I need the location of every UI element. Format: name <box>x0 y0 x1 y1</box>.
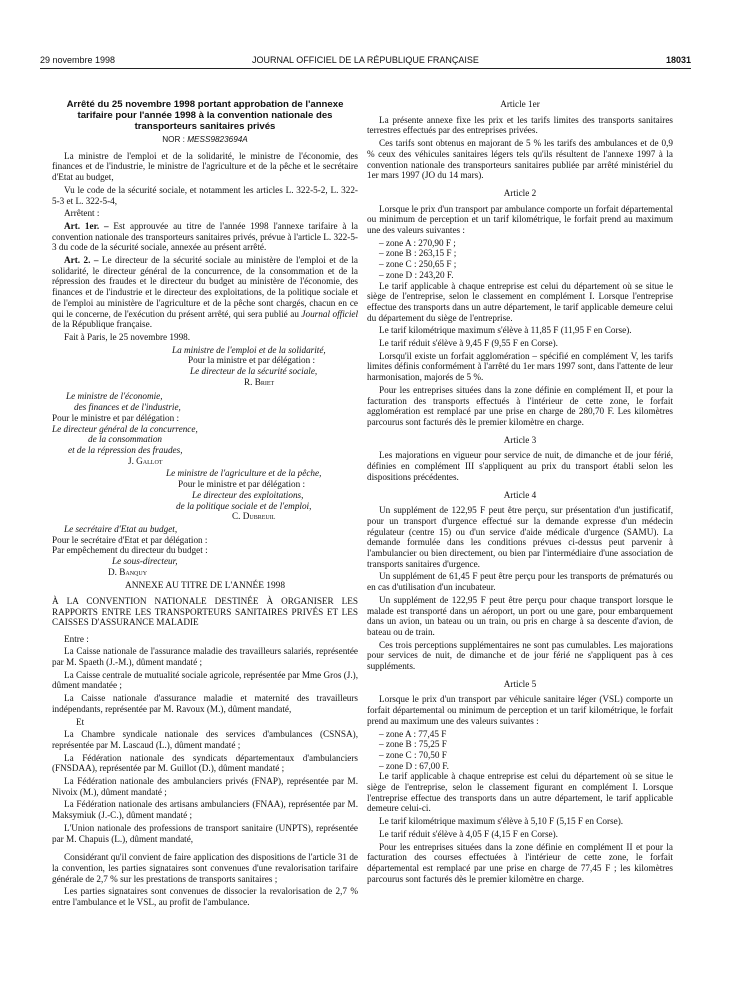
decree-intro: La ministre de l'emploi et de la solidarité, le ministre de l'économie, des finances et de l'industrie, le ministre de l'agriculture et de la pêche et le secrétaire d'Etat au budget, <box>52 150 358 183</box>
article-2-zone-list <box>367 238 673 281</box>
decree-arretent: Arrêtent : <box>64 208 100 219</box>
signature-block-3: Le ministre de l'agriculture et de la pêche, Pour le ministre et par délégation : Le directeur des exploitations, de la politique sociale et de l'emploi, C. Dubreuil <box>166 468 322 522</box>
page-header <box>40 55 691 69</box>
annex-entre: Entre : <box>64 633 89 644</box>
list-item: – zone C : 70,50 F <box>379 749 447 760</box>
article-1-para-2: Ces tarifs sont obtenus en majorant de 5 % les tarifs des ambulances et de 0,9 % ceux des véhicules sanitaires légers tels qu'ils résultent de l'annexe 1997 à la convention nationale des transporteurs sanitaires publiée par arrêté ministériel du 1er mars 1997 (JO du 14 mars). <box>367 138 673 181</box>
article-2-heading: Article 2 <box>503 187 537 198</box>
article-4-para-1: Un supplément de 122,95 F peut être perçu, sur présentation d'un justificatif, pour un transport d'urgence effectué sur la demande expresse d'un médecin régulateur (centre 15) ou d'un service d'aide médicale d'urgence (SAMU). La demande formulée dans les conditions prévues ci-dessus peut parvenir à l'ambulancier ou bien directement, ou bien par l'intermédiaire d'une association de transports sanitaires d'urgence. <box>367 505 673 569</box>
article-2-para-4: Le tarif réduit s'élève à 9,45 F (9,55 F en Corse). <box>379 338 558 349</box>
annex-et: Et <box>76 716 85 727</box>
party-csnsa: La Chambre syndicale nationale des services d'ambulances (CSNSA), représentée par M. Lascaud (L.), dûment mandaté ; <box>52 729 358 750</box>
decree-article-2: Art. 2. – Le directeur de la sécurité sociale au ministère de l'emploi et de la solidarité, le directeur général de la concurrence, de la consommation et de la répression des fraudes et le directeur du budget au ministère de l'économie, des finances et de l'industrie et le directeur des exploitations, de la politique sociale et de l'emploi au ministère de l'agriculture et de la pêche sont chargés, chacun en ce qui le concerne, de l'exécution du présent arrêté, qui sera publié au Journal officiel de la République française. <box>52 255 359 330</box>
signature-block-1: La ministre de l'emploi et de la solidarité, Pour la ministre et par délégation : Le directeur de la sécurité sociale, R. Briet <box>172 344 326 387</box>
header-journal-title: JOURNAL OFFICIEL DE LA RÉPUBLIQUE FRANÇAISE <box>252 55 479 65</box>
decree-title: Arrêté du 25 novembre 1998 portant approbation de l'annexe tarifaire pour l'année 1998 à la convention nationale des transporteurs sanitaires privés <box>66 99 344 132</box>
annex-parties: Les parties signataires sont convenues de dissocier la revalorisation de 2,7 % entre l'ambulance et le VSL, au profit de l'ambulance. <box>52 886 358 908</box>
list-item: – zone D : 243,20 F. <box>379 269 454 280</box>
list-item: – zone A : 77,45 F <box>379 728 447 739</box>
article-5-heading: Article 5 <box>503 678 537 689</box>
article-2-para-1: Lorsque le prix d'un transport par ambulance comporte un forfait départemental ou minimum de perception et un tarif kilométrique, le forfait prend au maximum une des valeurs suivantes : <box>367 203 673 236</box>
left-column <box>52 99 358 910</box>
party-ccmsa: La Caisse centrale de mutualité sociale agricole, représentée par Mme Gros (J.), dûment mandatée ; <box>52 669 358 691</box>
article-2-para-2: Le tarif applicable à chaque entreprise est celui du département où se situe le siège de l'entreprise, selon le classement en complément I. Lorsque l'entreprise effectue des transports dans un autre département, le tarif applicable demeure celui du département du siège de l'entreprise. <box>367 280 673 323</box>
article-1-heading: Article 1er <box>500 99 540 109</box>
article-3-heading: Article 3 <box>503 434 537 445</box>
article-5-para-5: Pour les entreprises situées dans la zone définie en complément II et pour la facturation des courses effectuées à l'intérieur de cette zone, le forfait départemental est remplacé par une prise en charge de 77,45 F ; les kilomètres parcourus sont facturés dès le premier kilomètre en charge. <box>367 841 673 884</box>
header-rule <box>40 68 691 69</box>
party-cnam: La Caisse nationale de l'assurance maladie des travailleurs salariés, représentée par M. Spaeth (J.-M.), dûment mandaté ; <box>52 646 358 668</box>
article-4-para-3: Un supplément de 122,95 F peut être perçu pour chaque transport lorsque le malade est transporté dans un aéroport, un port ou une gare, pour embarquement dans un avion, un bateau ou un train, ou pris en charge à sa descente d'avion, de bateau ou de train. <box>367 594 673 637</box>
header-page-number: 18031 <box>665 55 691 65</box>
article-5-para-4: Le tarif réduit s'élève à 4,05 F (4,15 F en Corse). <box>379 828 558 839</box>
decree-vu: Vu le code de la sécurité sociale, et notamment les articles L. 322-5-2, L. 322-5-3 et L. 322-5-4, <box>52 184 358 206</box>
annex-considerant: Considérant qu'il convient de faire application des dispositions de l'article 31 de la convention, les parties signataires sont convenues d'une revalorisation tarifaire générale de 2,7 % sur les prestations de transports sanitaires ; <box>52 852 358 884</box>
list-item: – zone A : 270,90 F ; <box>379 237 456 248</box>
decree-article-1: Art. 1er. – Est approuvée au titre de l'année 1998 l'annexe tarifaire à la convention nationale des transporteurs sanitaires privés, prévue à l'article L. 322-5-3 du code de la sécurité sociale, annexée au présent arrêté. <box>52 220 358 253</box>
signature-block-4: Le secrétaire d'Etat au budget, Pour le secrétaire d'Etat et par délégation : Par empêchement du directeur du budget : Le sous-directeur, D. Banquy <box>52 523 208 577</box>
article-4-para-2: Un supplément de 61,45 F peut être perçu pour les transports de prématurés ou en cas d'utilisation d'un incubateur. <box>367 571 673 593</box>
annex-subtitle: À LA CONVENTION NATIONALE DESTINÉE À ORGANISER LES RAPPORTS ENTRE LES TRANSPORTEURS SANITAIRES PRIVÉS ET LES CAISSES D'ASSURANCE MALADIE <box>52 596 358 628</box>
list-item: – zone D : 67,00 F. <box>379 760 449 771</box>
article-2-para-6: Pour les entreprises situées dans la zone définie en complément II, et pour la facturation des transports effectués à l'intérieur de cette zone, le forfait agglomération est remplacé par une prise en charge de 280,70 F. Les kilomètres parcourus sont facturés dès le premier kilomètre en charge. <box>367 384 673 427</box>
list-item: – zone C : 250,65 F ; <box>379 259 457 270</box>
header-date: 29 novembre 1998 <box>40 55 116 65</box>
annex-title: ANNEXE AU TITRE DE L'ANNÉE 1998 <box>124 581 286 592</box>
article-3-para-1: Les majorations en vigueur pour service de nuit, de dimanche et de jour férié, définies en complément III s'appliquent au prix du transport établi selon les dispositions précédentes. <box>367 450 673 482</box>
decree-fait: Fait à Paris, le 25 novembre 1998. <box>64 331 191 342</box>
party-fnsdaa: La Fédération nationale des syndicats départementaux d'ambulanciers (FNSDAA), représentée par M. Guillot (D.), dûment mandaté ; <box>52 752 358 774</box>
article-5-para-2: Le tarif applicable à chaque entreprise est celui du département où se situe le siège de l'entreprise, selon le classement figurant en complément I. Lorsque l'entreprise effectue des transports dans un autre département, le tarif applicable demeure celui-ci. <box>367 771 673 814</box>
nor-reference: NOR : MESS9823694A <box>162 135 248 144</box>
right-column <box>367 99 673 886</box>
signature-block-2: Le ministre de l'économie, des finances et de l'industrie, Pour le ministre et par délégation : Le directeur général de la concurrence, de la consommation et de la répression des fraudes, J. Gallot <box>52 391 198 466</box>
article-2-para-5: Lorsqu'il existe un forfait agglomération – spécifié en complément V, les tarifs limites définis conformément à l'arrêté du 1er mars 1997 sont, dans l'attente de leur harmonisation, majorés de 5 %. <box>367 350 673 383</box>
article-5-para-1: Lorsque le prix d'un transport par véhicule sanitaire léger (VSL) comporte un forfait départemental ou minimum de perception et un tarif kilométrique, le forfait prend au maximum une des valeurs suivantes : <box>367 694 673 726</box>
list-item: – zone B : 75,25 F <box>379 739 447 750</box>
article-1-para-1: La présente annexe fixe les prix et les tarifs limites des transports sanitaires terrestres effectués par des entreprises privées. <box>367 114 673 136</box>
article-2-para-3: Le tarif kilométrique maximum s'élève à 11,85 F (11,95 F en Corse). <box>379 325 632 336</box>
article-4-heading: Article 4 <box>503 489 537 500</box>
party-canam: La Caisse nationale d'assurance maladie et maternité des travailleurs indépendants, représentée par M. Ravoux (M.), dûment mandaté, <box>52 693 358 714</box>
party-fnap: La Fédération nationale des ambulanciers privés (FNAP), représentée par M. Nivoix (M.), dûment mandaté ; <box>52 776 358 797</box>
article-5-zone-list <box>367 729 673 772</box>
list-item: – zone B : 263,15 F ; <box>379 248 457 259</box>
article-4-para-4: Ces trois perceptions supplémentaires ne sont pas cumulables. Les majorations pour services de nuit, de dimanche et de jour férié ne s'appliquent pas à ces suppléments. <box>367 639 673 672</box>
party-unpts: L'Union nationale des professions de transport sanitaire (UNPTS), représentée par M. Chapuis (L.), dûment mandaté, <box>52 822 358 844</box>
article-5-para-3: Le tarif kilométrique maximum s'élève à 5,10 F (5,15 F en Corse). <box>379 816 624 827</box>
party-fnaa: La Fédération nationale des artisans ambulanciers (FNAA), représentée par M. Maksymiuk (J.-C.), dûment mandaté ; <box>52 799 358 821</box>
